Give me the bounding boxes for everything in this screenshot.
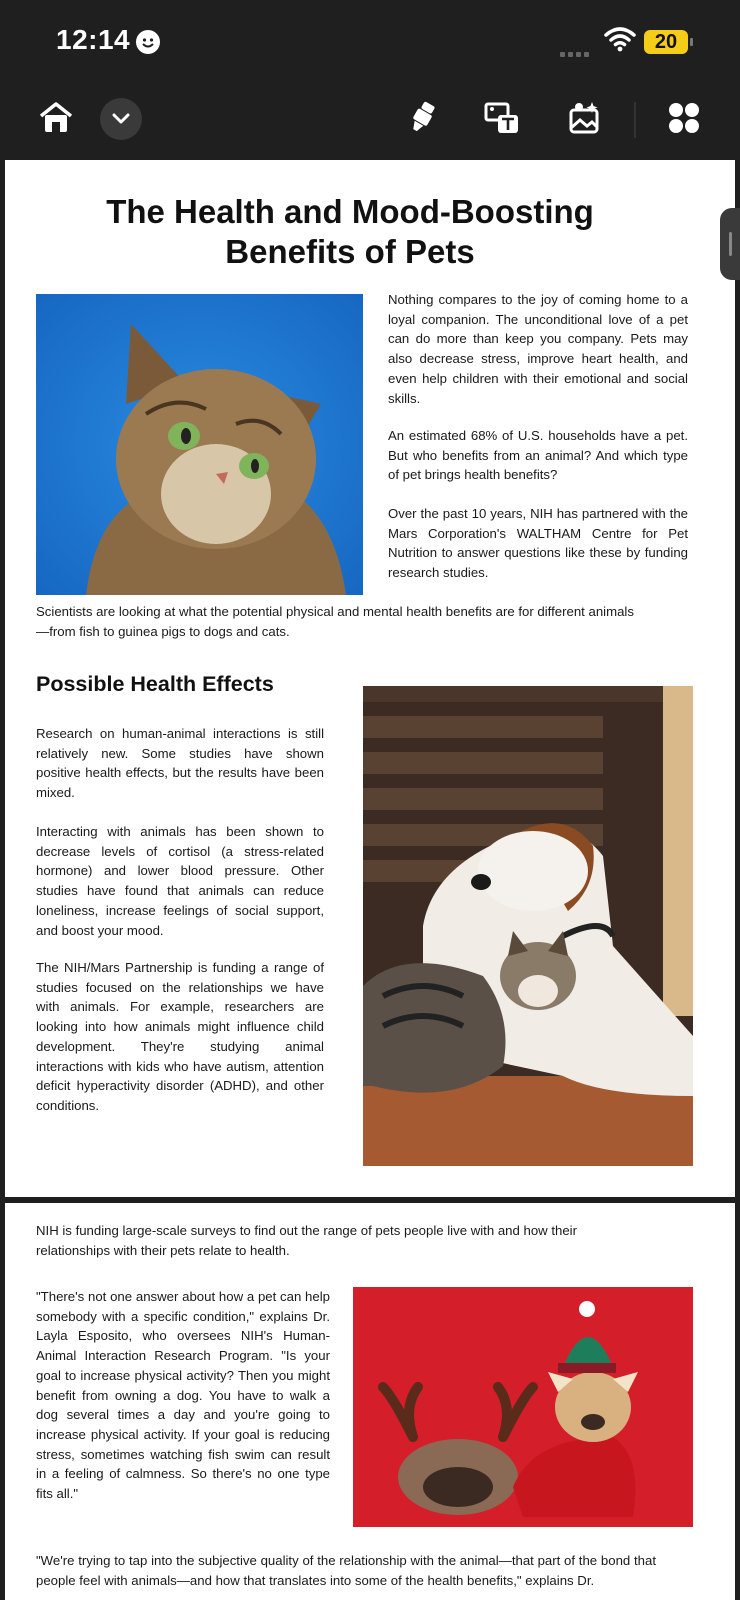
document-page-1 [5,160,735,1197]
intro-paragraph-3: Over the past 10 years, NIH has partnered with the Mars Corporation's WALTHAM Centre for Pet Nutrition to answer questions like these by funding research studies. [388,506,688,581]
effects-paragraph-2: Interacting with animals has been shown to decrease levels of cortisol (a stress-related hormone) and lower blood pressure. Other studies have found that animals can reduce loneliness, increase feelings of social support, and boost your mood. [36,824,324,938]
quote-paragraph: "There's not one answer about how a pet can help somebody with a specific condition," explains Dr. Layla Esposito, who oversees NIH's Human-Animal Interaction Research Program. "Is your goal to increase physical activity? Then you might benefit from owning a dog. You have to walk a dog several times a day and you're going to increase physical activity. If your goal is reducing stress, sometimes watching fish swim can result in a feeling of calmness. So there's no one type fits all." [36,1289,330,1502]
intro-paragraph-2: An estimated 68% of U.S. households have a pet. But who benefits from an animal? And which type of pet brings health benefits? [388,428,688,483]
article-title [45,192,655,272]
home-icon[interactable] [34,96,78,140]
document-viewer[interactable] [5,160,735,1600]
wifi-icon [604,26,636,57]
section-heading: Possible Health Effects [36,672,274,696]
dogs-in-costumes-photo [353,1287,693,1527]
battery-indicator: 20 [644,30,688,54]
chevron-down-icon[interactable] [100,98,142,140]
status-bar [0,0,740,84]
document-page-2 [5,1203,735,1600]
cat-photo [36,294,363,595]
intro-paragraph-1: Nothing compares to the joy of coming home to a loyal companion. The unconditional love of a pet can do more than keep you company. Pets may also decrease stress, improve heart health, and even help children with their emotional and social skills. [388,292,688,406]
highlighter-icon[interactable] [400,96,444,140]
status-time: 12:14 [56,24,131,55]
cellular-signal-icon [560,44,594,52]
surveys-paragraph: NIH is funding large-scale surveys to find out the range of pets people live with and how their relationships with their pets relate to health. [36,1223,577,1258]
side-panel-handle[interactable] [720,208,740,280]
app-toolbar [0,84,740,156]
scientists-paragraph: Scientists are looking at what the potential physical and mental health benefits are for different animals—from fish to guinea pigs to dogs and cats. [36,604,634,639]
effects-paragraph-1: Research on human-animal interactions is still relatively new. Some studies have shown positive health effects, but the results have been mixed. [36,726,324,801]
toolbar-divider [634,102,636,138]
apps-grid-icon[interactable] [662,96,706,140]
effects-paragraph-3: The NIH/Mars Partnership is funding a range of studies focused on the relationships we have with animals. For example, researchers are looking into how animals might influence child development. They're studying animal interactions with kids who have autism, attention deficit hyperactivity disorder (ADHD), and other conditions. [36,960,324,1113]
bottom-paragraph: "We're trying to tap into the subjective quality of the relationship with the animal—that part of the bond that people feel with animals—and how that translates into some of the health benefits," explains Dr. [36,1553,656,1588]
smiley-icon [136,30,160,54]
title-line-2: Benefits of Pets [225,233,475,270]
image-edit-icon[interactable] [562,96,606,140]
dog-and-cat-photo [363,686,693,1166]
title-line-1: The Health and Mood-Boosting [106,193,594,230]
image-text-icon[interactable] [480,96,524,140]
